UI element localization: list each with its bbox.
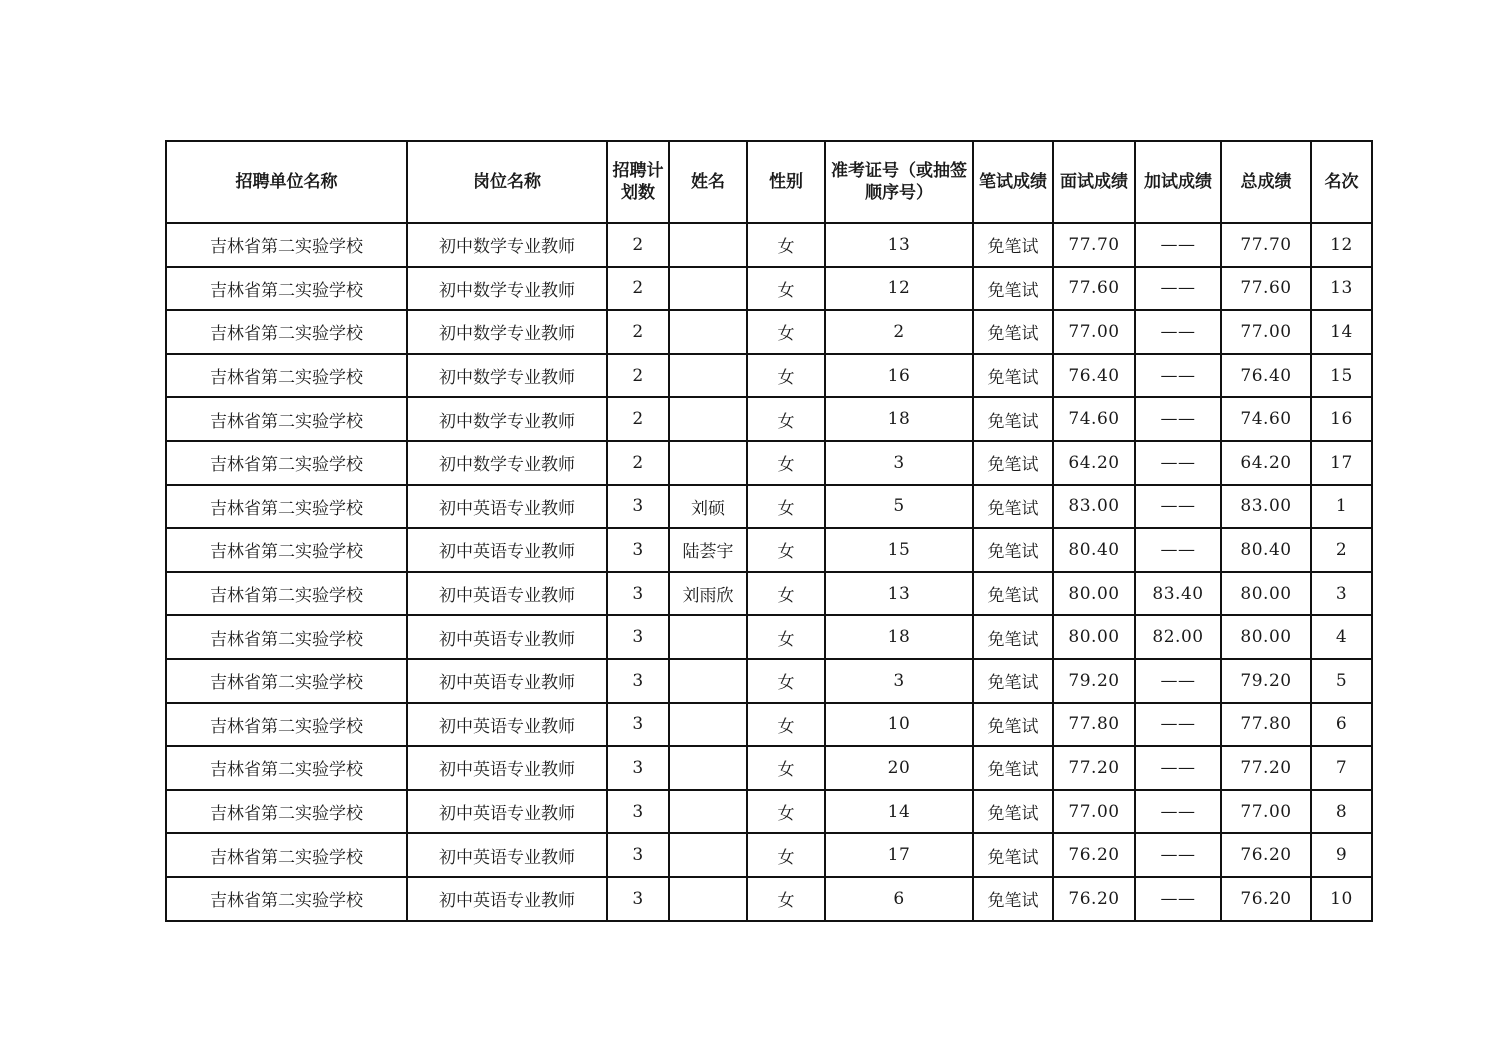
rank-cell: 4 [1311,615,1372,659]
written-cell: 免笔试 [973,397,1053,441]
unit-cell: 吉林省第二实验学校 [166,877,407,921]
ticket-cell: 15 [825,528,973,572]
unit-cell: 吉林省第二实验学校 [166,397,407,441]
interview-cell: 76.20 [1053,833,1135,877]
ticket-cell: 5 [825,485,973,529]
table-row [166,833,1372,877]
name-cell: 陆荟宇 [669,528,747,572]
rank-cell: 12 [1311,223,1372,267]
name-cell [669,397,747,441]
interview-cell: 80.00 [1053,572,1135,616]
interview-cell: 77.70 [1053,223,1135,267]
table-row [166,659,1372,703]
position-cell: 初中数学专业教师 [407,310,607,354]
extra-cell: —— [1135,354,1221,398]
results-sheet [165,140,1373,922]
header-interview: 面试成绩 [1053,141,1135,223]
position-cell: 初中数学专业教师 [407,441,607,485]
gender-cell: 女 [747,877,825,921]
interview-cell: 77.00 [1053,790,1135,834]
interview-cell: 74.60 [1053,397,1135,441]
position-cell: 初中英语专业教师 [407,877,607,921]
total-cell: 77.70 [1221,223,1311,267]
position-cell: 初中英语专业教师 [407,833,607,877]
plan-cell: 2 [607,397,669,441]
extra-cell: —— [1135,790,1221,834]
interview-cell: 80.40 [1053,528,1135,572]
plan-cell: 2 [607,354,669,398]
written-cell: 免笔试 [973,267,1053,311]
ticket-cell: 18 [825,397,973,441]
position-cell: 初中英语专业教师 [407,485,607,529]
position-cell: 初中英语专业教师 [407,790,607,834]
rank-cell: 13 [1311,267,1372,311]
written-cell: 免笔试 [973,441,1053,485]
rank-cell: 14 [1311,310,1372,354]
ticket-cell: 10 [825,703,973,747]
position-cell: 初中数学专业教师 [407,397,607,441]
header-position: 岗位名称 [407,141,607,223]
plan-cell: 3 [607,833,669,877]
name-cell [669,790,747,834]
extra-cell: —— [1135,485,1221,529]
interview-cell: 77.80 [1053,703,1135,747]
total-cell: 77.00 [1221,310,1311,354]
rank-cell: 9 [1311,833,1372,877]
plan-cell: 2 [607,223,669,267]
plan-cell: 3 [607,485,669,529]
table-row [166,267,1372,311]
plan-cell: 2 [607,441,669,485]
written-cell: 免笔试 [973,833,1053,877]
ticket-cell: 20 [825,746,973,790]
extra-cell: —— [1135,703,1221,747]
name-cell [669,833,747,877]
plan-cell: 3 [607,746,669,790]
written-cell: 免笔试 [973,485,1053,529]
name-cell: 刘雨欣 [669,572,747,616]
extra-cell: —— [1135,223,1221,267]
rank-cell: 7 [1311,746,1372,790]
rank-cell: 3 [1311,572,1372,616]
ticket-cell: 2 [825,310,973,354]
header-total: 总成绩 [1221,141,1311,223]
gender-cell: 女 [747,746,825,790]
name-cell [669,659,747,703]
position-cell: 初中数学专业教师 [407,223,607,267]
total-cell: 83.00 [1221,485,1311,529]
total-cell: 77.80 [1221,703,1311,747]
ticket-cell: 3 [825,441,973,485]
interview-cell: 64.20 [1053,441,1135,485]
rank-cell: 6 [1311,703,1372,747]
plan-cell: 3 [607,615,669,659]
written-cell: 免笔试 [973,528,1053,572]
position-cell: 初中英语专业教师 [407,703,607,747]
total-cell: 76.20 [1221,877,1311,921]
gender-cell: 女 [747,790,825,834]
interview-cell: 77.00 [1053,310,1135,354]
gender-cell: 女 [747,397,825,441]
extra-cell: —— [1135,267,1221,311]
unit-cell: 吉林省第二实验学校 [166,310,407,354]
unit-cell: 吉林省第二实验学校 [166,441,407,485]
extra-cell: —— [1135,833,1221,877]
position-cell: 初中数学专业教师 [407,354,607,398]
ticket-cell: 13 [825,572,973,616]
ticket-cell: 18 [825,615,973,659]
table-row [166,746,1372,790]
rank-cell: 8 [1311,790,1372,834]
header-row [166,141,1372,223]
unit-cell: 吉林省第二实验学校 [166,615,407,659]
gender-cell: 女 [747,267,825,311]
header-ticket: 准考证号（或抽签顺序号） [825,141,973,223]
gender-cell: 女 [747,572,825,616]
ticket-cell: 3 [825,659,973,703]
extra-cell: —— [1135,877,1221,921]
table-row [166,572,1372,616]
unit-cell: 吉林省第二实验学校 [166,223,407,267]
position-cell: 初中英语专业教师 [407,528,607,572]
position-cell: 初中数学专业教师 [407,267,607,311]
rank-cell: 10 [1311,877,1372,921]
interview-cell: 76.40 [1053,354,1135,398]
gender-cell: 女 [747,659,825,703]
written-cell: 免笔试 [973,572,1053,616]
extra-cell: —— [1135,441,1221,485]
written-cell: 免笔试 [973,790,1053,834]
ticket-cell: 6 [825,877,973,921]
rank-cell: 17 [1311,441,1372,485]
interview-cell: 77.20 [1053,746,1135,790]
ticket-cell: 16 [825,354,973,398]
unit-cell: 吉林省第二实验学校 [166,528,407,572]
position-cell: 初中英语专业教师 [407,572,607,616]
header-name: 姓名 [669,141,747,223]
rank-cell: 1 [1311,485,1372,529]
written-cell: 免笔试 [973,659,1053,703]
total-cell: 76.20 [1221,833,1311,877]
gender-cell: 女 [747,615,825,659]
plan-cell: 3 [607,790,669,834]
plan-cell: 2 [607,267,669,311]
rank-cell: 2 [1311,528,1372,572]
name-cell [669,441,747,485]
written-cell: 免笔试 [973,223,1053,267]
unit-cell: 吉林省第二实验学校 [166,833,407,877]
gender-cell: 女 [747,441,825,485]
total-cell: 77.00 [1221,790,1311,834]
extra-cell: 82.00 [1135,615,1221,659]
name-cell [669,746,747,790]
unit-cell: 吉林省第二实验学校 [166,790,407,834]
plan-cell: 3 [607,572,669,616]
rank-cell: 15 [1311,354,1372,398]
gender-cell: 女 [747,703,825,747]
gender-cell: 女 [747,528,825,572]
name-cell [669,223,747,267]
table-row [166,703,1372,747]
table-row [166,441,1372,485]
rank-cell: 16 [1311,397,1372,441]
interview-cell: 83.00 [1053,485,1135,529]
interview-cell: 80.00 [1053,615,1135,659]
name-cell [669,703,747,747]
table-row [166,615,1372,659]
unit-cell: 吉林省第二实验学校 [166,485,407,529]
ticket-cell: 13 [825,223,973,267]
unit-cell: 吉林省第二实验学校 [166,267,407,311]
plan-cell: 3 [607,659,669,703]
table-row [166,790,1372,834]
header-unit: 招聘单位名称 [166,141,407,223]
table-row [166,528,1372,572]
written-cell: 免笔试 [973,310,1053,354]
total-cell: 80.40 [1221,528,1311,572]
total-cell: 77.20 [1221,746,1311,790]
gender-cell: 女 [747,310,825,354]
extra-cell: —— [1135,528,1221,572]
header-written: 笔试成绩 [973,141,1053,223]
ticket-cell: 17 [825,833,973,877]
gender-cell: 女 [747,485,825,529]
written-cell: 免笔试 [973,615,1053,659]
extra-cell: —— [1135,659,1221,703]
table-row [166,485,1372,529]
plan-cell: 3 [607,703,669,747]
name-cell [669,354,747,398]
total-cell: 77.60 [1221,267,1311,311]
interview-cell: 77.60 [1053,267,1135,311]
total-cell: 74.60 [1221,397,1311,441]
interview-cell: 79.20 [1053,659,1135,703]
unit-cell: 吉林省第二实验学校 [166,572,407,616]
name-cell: 刘硕 [669,485,747,529]
interview-cell: 76.20 [1053,877,1135,921]
unit-cell: 吉林省第二实验学校 [166,659,407,703]
position-cell: 初中英语专业教师 [407,746,607,790]
plan-cell: 3 [607,528,669,572]
header-extra: 加试成绩 [1135,141,1221,223]
table-row [166,223,1372,267]
plan-cell: 2 [607,310,669,354]
extra-cell: —— [1135,310,1221,354]
name-cell [669,310,747,354]
unit-cell: 吉林省第二实验学校 [166,703,407,747]
name-cell [669,877,747,921]
table-body [166,223,1372,921]
header-plan: 招聘计划数 [607,141,669,223]
gender-cell: 女 [747,223,825,267]
gender-cell: 女 [747,833,825,877]
position-cell: 初中英语专业教师 [407,659,607,703]
written-cell: 免笔试 [973,746,1053,790]
name-cell [669,615,747,659]
table-row [166,310,1372,354]
written-cell: 免笔试 [973,877,1053,921]
ticket-cell: 14 [825,790,973,834]
table-row [166,354,1372,398]
total-cell: 64.20 [1221,441,1311,485]
header-rank: 名次 [1311,141,1372,223]
extra-cell: —— [1135,397,1221,441]
position-cell: 初中英语专业教师 [407,615,607,659]
total-cell: 76.40 [1221,354,1311,398]
rank-cell: 5 [1311,659,1372,703]
results-table [165,140,1373,922]
unit-cell: 吉林省第二实验学校 [166,354,407,398]
table-row [166,877,1372,921]
extra-cell: —— [1135,746,1221,790]
total-cell: 80.00 [1221,572,1311,616]
total-cell: 80.00 [1221,615,1311,659]
total-cell: 79.20 [1221,659,1311,703]
ticket-cell: 12 [825,267,973,311]
plan-cell: 3 [607,877,669,921]
table-row [166,397,1372,441]
gender-cell: 女 [747,354,825,398]
written-cell: 免笔试 [973,354,1053,398]
name-cell [669,267,747,311]
unit-cell: 吉林省第二实验学校 [166,746,407,790]
written-cell: 免笔试 [973,703,1053,747]
header-gender: 性别 [747,141,825,223]
extra-cell: 83.40 [1135,572,1221,616]
